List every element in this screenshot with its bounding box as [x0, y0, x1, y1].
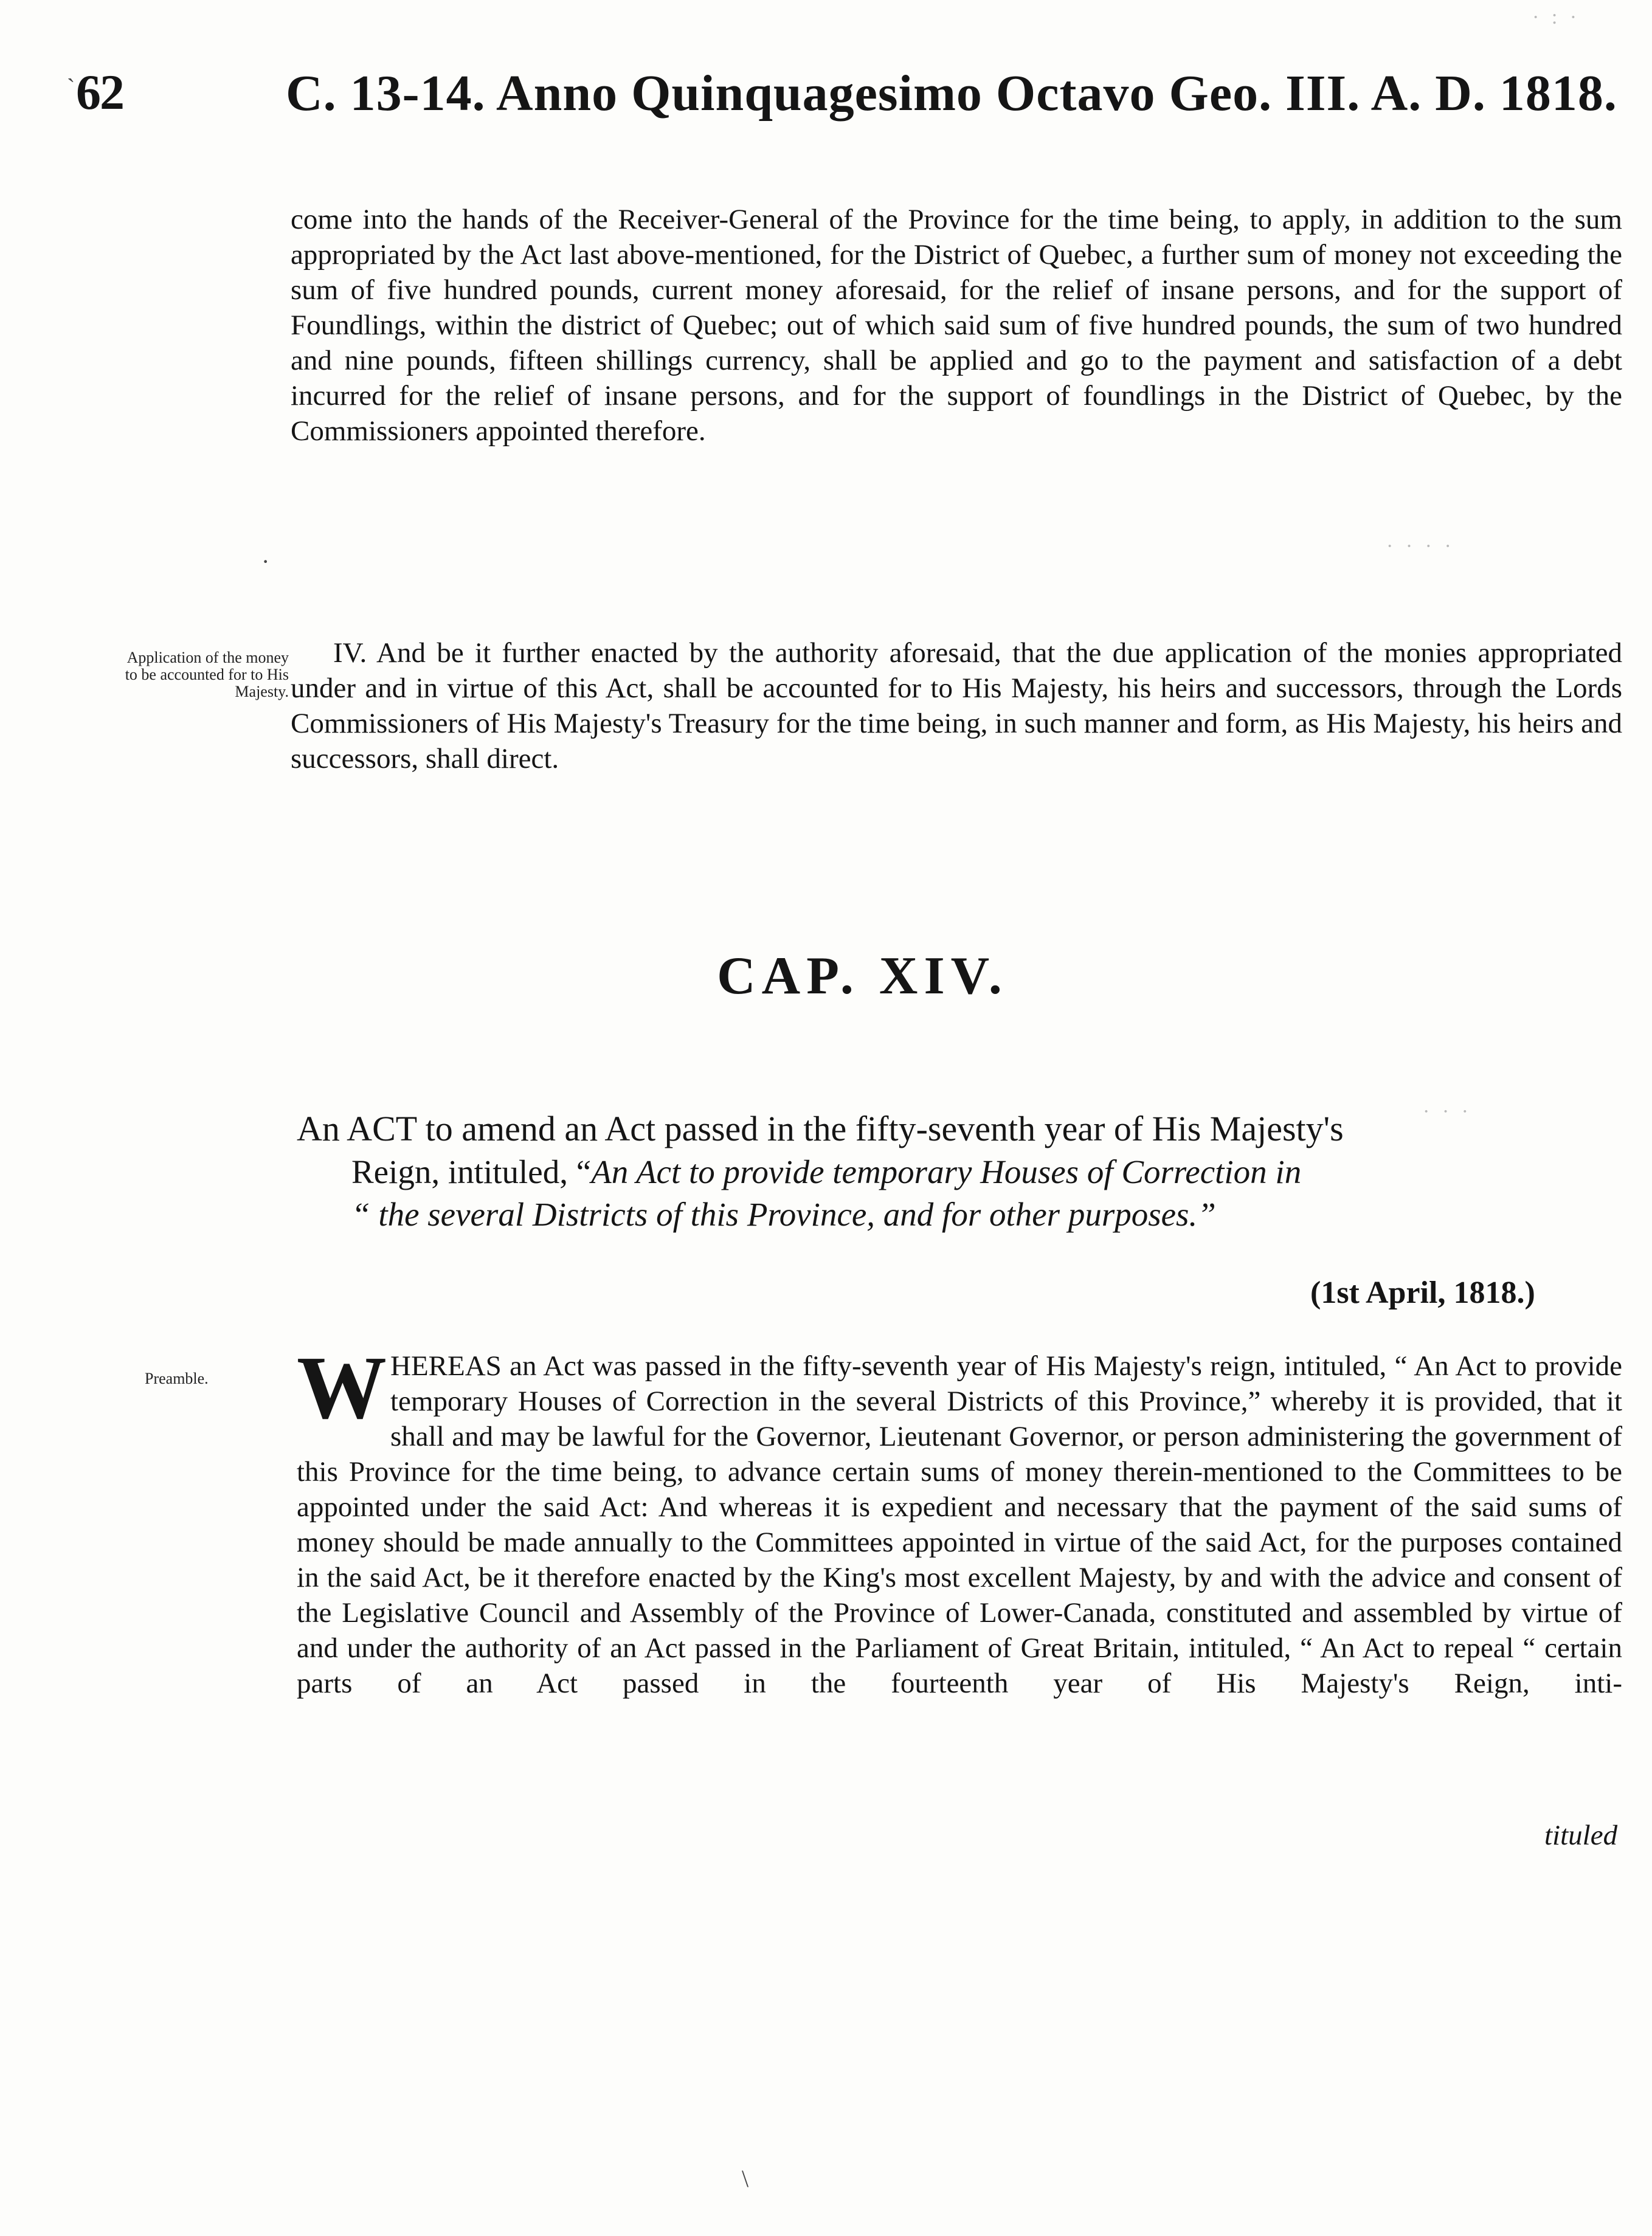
page-number: 62 — [76, 64, 123, 120]
act-title-line3-italic: “ the several Districts of this Province, and for other purposes.” — [351, 1196, 1216, 1233]
chapter-heading: CAP. XIV. — [717, 947, 1008, 1006]
paragraph-continuation: come into the hands of the Receiver-General of the Province for the time being, to apply, in addition to the sum appropriated by the Act last above-mentioned, for the District of Quebec, a further sum of money not exceeding the sum of five hundred pounds, current money aforesaid, for the relief of insane persons, and for the support of Foundlings, within the district of Quebec; out of which said sum of five hundred pounds, the sum of two hundred and nine pounds, fifteen shillings currency, shall be applied and go to the payment and satisfaction of a debt incurred for the relief of insane persons, and for the support of foundlings in the District of Quebec, by the Commissioners appointed therefore. — [291, 204, 1622, 447]
act-title-line2-italic: An Act to provide temporary Houses of Correction in — [591, 1153, 1302, 1190]
bleed-through-mark: · : · — [1532, 6, 1581, 29]
bleed-through-mark: · · · · — [1386, 535, 1455, 557]
margin-tick-mark: ` — [67, 74, 75, 101]
margin-tick-mark: \ — [742, 2165, 749, 2192]
act-title — [297, 1108, 1622, 1236]
section-iv-paragraph: IV. And be it further enacted by the authority aforesaid, that the due application of the monies appropriated under and in virtue of this Act, shall be accounted for to His Majesty, his heirs and successors, through the Lords Commissioners of His Majesty's Treasury for the time being, in such manner and form, as His Majesty, his heirs and successors, shall direct. — [291, 637, 1622, 775]
margin-note-preamble: Preamble. — [145, 1370, 209, 1387]
act-date: (1st April, 1818.) — [1310, 1275, 1535, 1310]
preamble-first-word: HEREAS — [390, 1350, 502, 1382]
page-header — [76, 64, 1633, 131]
drop-cap: W — [297, 1338, 387, 1438]
preamble-text: an Act was passed in the fifty-seventh year of His Majesty's reign, intituled, “ An Act to provide temporary Houses of Correction in the several Districts of this Province,” whereby it is provided, that it shall and may be lawful for the Governor, Lieutenant Governor, or person administering the government of this Province for the time being, to advance certain sums of money therein-mentioned to the Committees to be appointed under the said Act: And whereas it is expedient and necessary that the payment of the said sums of money should be made annually to the Committees appointed in virtue of the said Act, for the purposes contained in the said Act, be it therefore enacted by the King's most excellent Majesty, by and with the advice and consent of the Legislative Council and Assembly of the Province of Lower-Canada, constituted and assembled by virtue of and under the authority of an Act passed in the Parliament of Great Britain, intituled, “ An Act to repeal “ certain parts of an Act passed in the fourteenth year of His Majesty's Reign, inti- — [297, 1350, 1622, 1699]
catchword: tituled — [1544, 1820, 1618, 1851]
act-title-line2-plain: Reign, intituled, “ — [351, 1153, 592, 1190]
act-title-lead: An ACT to amend an Act passed in the fifty-seventh year of His Majesty's — [297, 1109, 1344, 1148]
running-title: C. 13-14. Anno Quinquagesimo Octavo Geo. III. A. D. 1818. — [286, 65, 1617, 122]
act-title-line3 — [297, 1193, 1622, 1236]
bleed-through-mark: · · · — [1423, 1100, 1472, 1123]
margin-tick-mark: · — [261, 548, 270, 575]
preamble-paragraph — [297, 1338, 1622, 1701]
act-title-line2 — [297, 1151, 1622, 1193]
margin-note-application: Application of the money to be accounted for to His Majesty. — [125, 649, 289, 700]
